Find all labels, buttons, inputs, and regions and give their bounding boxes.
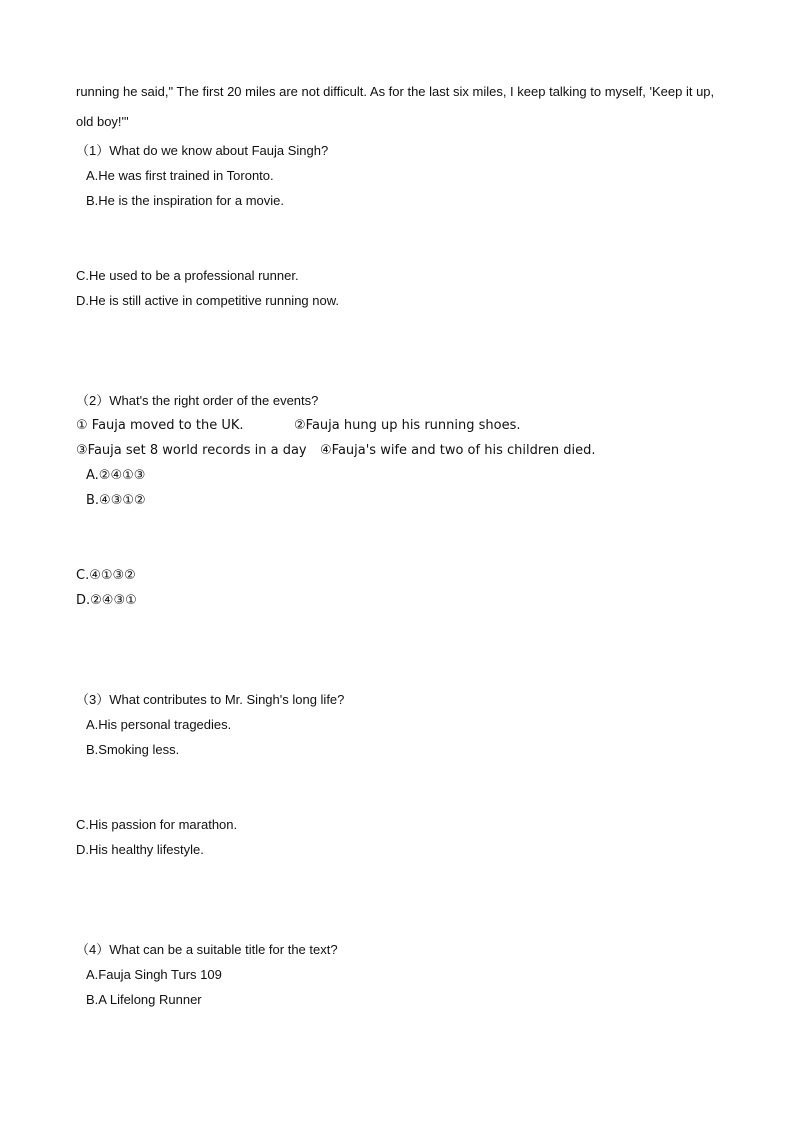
question-3-option-c: C.His passion for marathon.: [76, 817, 238, 832]
question-1-option-a: A.He was first trained in Toronto.: [86, 168, 274, 183]
question-4-option-a: A.Fauja Singh Turs 109: [86, 967, 222, 982]
passage-line-1: running he said," The first 20 miles are not difficult. As for the last six miles, I keep talking to myself, 'Keep it up,: [76, 84, 715, 99]
question-2-option-b: B.④③①②: [86, 493, 146, 508]
question-4-stem: （4）What can be a suitable title for the text?: [76, 942, 338, 957]
question-3-option-d: D.His healthy lifestyle.: [76, 842, 204, 857]
question-2-option-c: C.④①③②: [76, 568, 136, 583]
question-3-option-b: B.Smoking less.: [86, 742, 180, 757]
question-1-stem: （1）What do we know about Fauja Singh?: [76, 143, 329, 158]
question-2-option-d: D.②④③①: [76, 593, 137, 608]
question-3-stem: （3）What contributes to Mr. Singh's long life?: [76, 692, 345, 707]
question-4-option-b: B.A Lifelong Runner: [86, 992, 202, 1007]
question-2-event-1: ① Fauja moved to the UK.: [76, 418, 244, 433]
question-2-event-2: ②Fauja hung up his running shoes.: [294, 418, 521, 433]
question-2-event-4: ④Fauja's wife and two of his children died.: [320, 443, 596, 458]
question-2-stem: （2）What's the right order of the events?: [76, 393, 319, 408]
question-1-option-c: C.He used to be a professional runner.: [76, 268, 299, 283]
question-3-option-a: A.His personal tragedies.: [86, 717, 232, 732]
question-2-event-3: ③Fauja set 8 world records in a day: [76, 443, 307, 458]
question-1-option-d: D.He is still active in competitive running now.: [76, 293, 340, 308]
question-2-option-a: A.②④①③: [86, 468, 146, 483]
question-1-option-b: B.He is the inspiration for a movie.: [86, 193, 284, 208]
passage-line-2: old boy!'": [76, 114, 129, 129]
